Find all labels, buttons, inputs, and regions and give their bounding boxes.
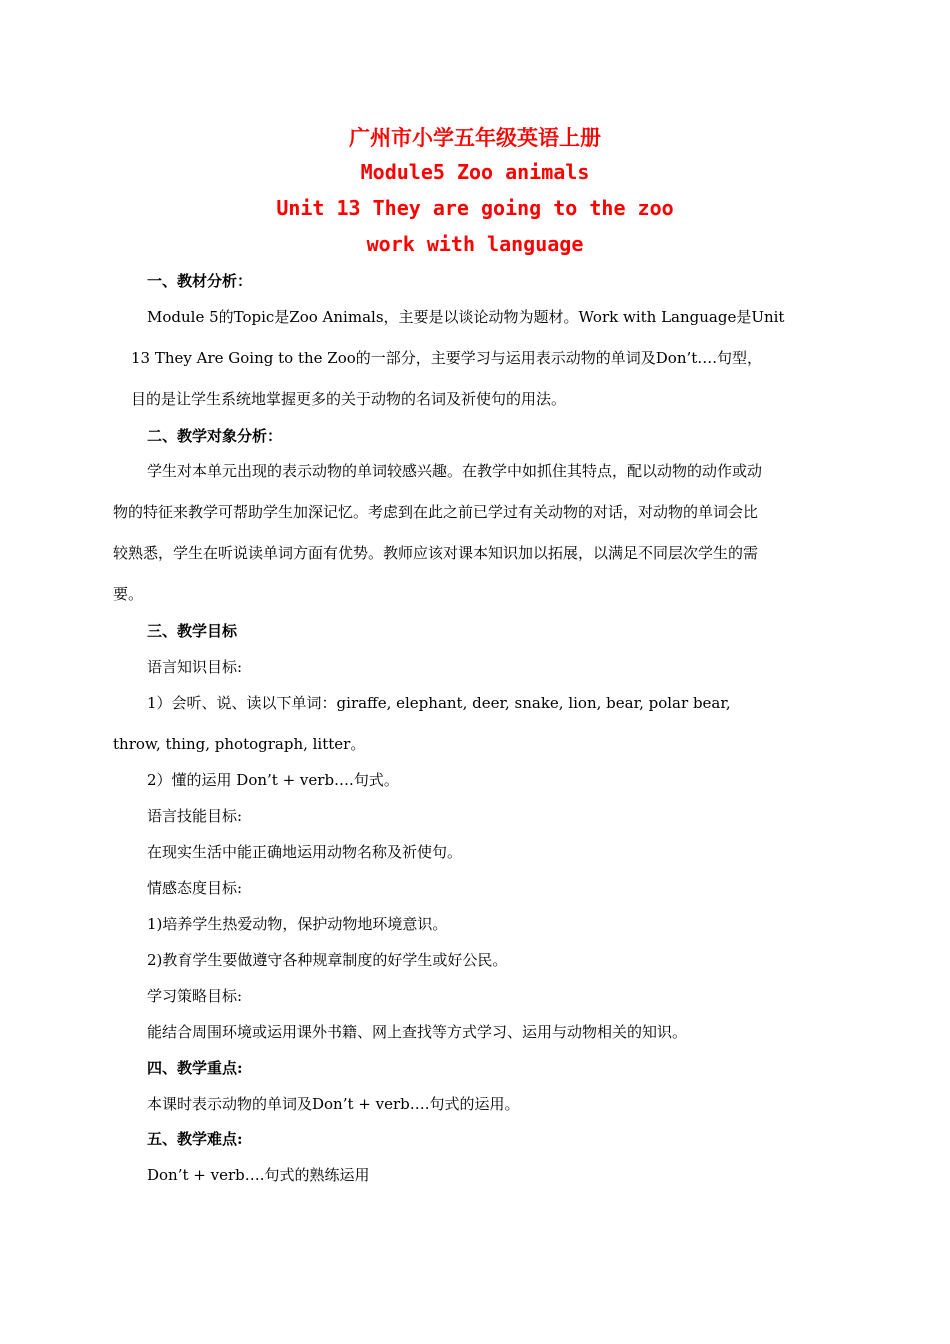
attitude-label: 情感态度目标:	[147, 879, 243, 897]
section1-paragraph-line: 13 They Are Going to the Zoo的一部分，主要学习与运用表示动物的单词及Don’t….句型，	[131, 349, 763, 367]
doc-title-line1: 广州市小学五年级英语上册	[349, 125, 601, 150]
section1-paragraph-line: 目的是让学生系统地掌握更多的关于动物的名词及祈使句的用法。	[131, 390, 567, 408]
section2-paragraph-line: 学生对本单元出现的表示动物的单词较感兴趣。在教学中如抓住其特点，配以动物的动作或动	[147, 462, 763, 480]
attitude-item: 2)教育学生要做遵守各种规章制度的好学生或好公民。	[147, 951, 508, 969]
section3-heading: 三、教学目标	[147, 622, 238, 640]
section5-text: Don’t + verb….句式的熟练运用	[147, 1166, 370, 1184]
strategy-text: 能结合周围环境或运用课外书籍、网上查找等方式学习、运用与动物相关的知识。	[147, 1023, 688, 1041]
doc-title-line2: Module5 Zoo animals	[360, 160, 590, 184]
doc-title-line4: work with language	[366, 232, 584, 256]
section1-heading: 一、教材分析：	[147, 272, 253, 290]
objective-item: 1）会听、说、读以下单词：giraffe, elephant, deer, snake, lion, bear, polar bear,	[147, 694, 731, 712]
lang-knowledge-label: 语言知识目标:	[147, 658, 243, 676]
section2-heading: 二、教学对象分析：	[147, 427, 283, 445]
doc-title-line3: Unit 13 They are going to the zoo	[276, 196, 674, 220]
strategy-label: 学习策略目标:	[147, 987, 243, 1005]
section4-text: 本课时表示动物的单词及Don’t + verb….句式的运用。	[147, 1095, 520, 1113]
section1-paragraph-line: Module 5的Topic是Zoo Animals，主要是以谈论动物为题材。Work with Language是Unit	[147, 308, 785, 326]
section2-paragraph-line: 物的特征来教学可帮助学生加深记忆。考虑到在此之前已学过有关动物的对话，对动物的单词会比	[113, 503, 759, 521]
lang-skill-label: 语言技能目标:	[147, 807, 243, 825]
skill-text: 在现实生活中能正确地运用动物名称及祈使句。	[147, 843, 463, 861]
section5-heading: 五、教学难点:	[147, 1130, 243, 1148]
section2-paragraph-line: 较熟悉，学生在听说读单词方面有优势。教师应该对课本知识加以拓展，以满足不同层次学生的需	[113, 544, 759, 562]
attitude-item: 1)培养学生热爱动物，保护动物地环境意识。	[147, 915, 448, 933]
section2-paragraph-line: 要。	[113, 585, 144, 603]
section4-heading: 四、教学重点:	[147, 1059, 243, 1077]
objective-item: 2）懂的运用 Don’t + verb….句式。	[147, 771, 399, 789]
objective-item: throw, thing, photograph, litter。	[113, 735, 366, 753]
